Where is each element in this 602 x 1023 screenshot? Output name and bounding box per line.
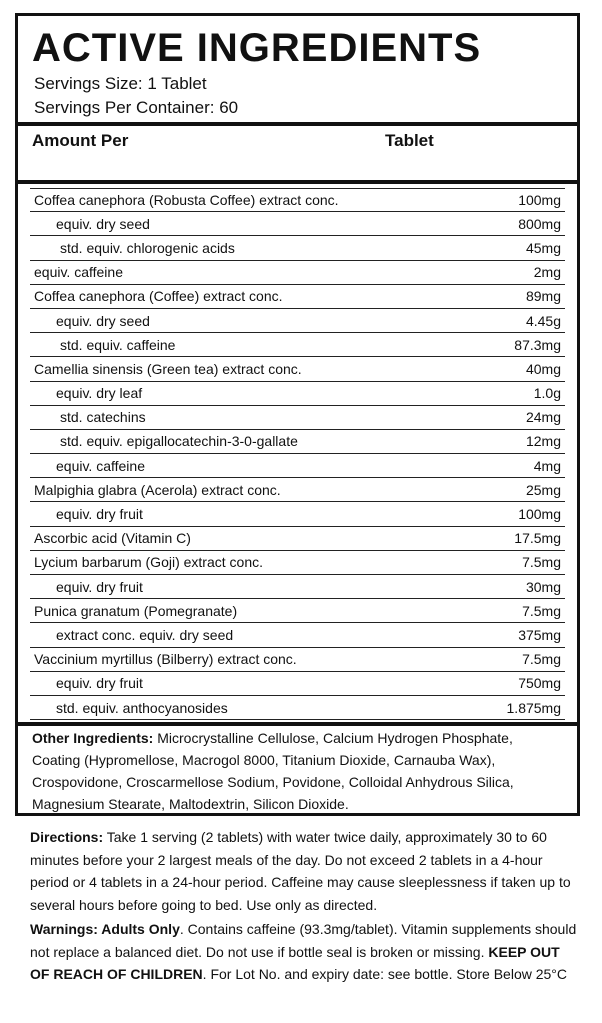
ingredient-amount: 375mg (518, 626, 561, 643)
ingredient-amount: 30mg (525, 578, 561, 595)
ingredient-amount: 4.45g (525, 312, 561, 329)
ingredient-row (30, 454, 565, 478)
ingredient-amount: 24mg (525, 409, 561, 426)
tablet-header: Tablet (385, 131, 434, 150)
ingredient-amount: 4mg (533, 457, 561, 474)
other-ingredients-text: Microcrystalline Cellulose, Calcium Hydrogen Phosphate, Coating (Hypromellose, Macrogol 8000, Titanium Dioxide, Carnauba Wax), Crospovidone, Croscarmellose Sodium, Povidone, Colloidal Anhydrous Silica, Magnesium Stearate, Maltodextrin, Silicon Dioxide. (32, 730, 514, 812)
ingredient-amount: 7.5mg (522, 554, 561, 571)
warnings-text: . Contains caffeine (93.3mg/tablet). Vitamin supplements should not replace a balanced diet. Do not use if bottle seal is broken or missing. (30, 921, 577, 960)
ingredient-amount: 100mg (518, 506, 561, 523)
ingredient-name: equiv. dry seed (56, 215, 150, 232)
ingredient-name: Lycium barbarum (Goji) extract conc. (34, 554, 263, 571)
ingredient-name: equiv. dry fruit (56, 578, 143, 595)
table-top-divider (18, 180, 577, 184)
warnings (30, 918, 578, 986)
ingredient-row (30, 430, 565, 454)
ingredient-row (30, 285, 565, 309)
ingredient-name: equiv. caffeine (34, 264, 123, 281)
ingredient-name: equiv. caffeine (56, 457, 145, 474)
ingredient-name: Vaccinium myrtillus (Bilberry) extract conc. (34, 651, 297, 668)
ingredient-name: equiv. dry leaf (56, 385, 143, 402)
other-ingredients (32, 727, 563, 815)
directions-text: Take 1 serving (2 tablets) with water twice daily, approximately 30 to 60 minutes before your 2 largest meals of the day. Do not exceed 2 tablets in a 4-hour period or 4 tablets in a 24-hour period. Caffeine may cause sleeplessness if taken up to several hours before going to bed. Use only as directed. (30, 829, 571, 913)
ingredient-row (30, 623, 565, 647)
ingredient-amount: 800mg (518, 215, 561, 232)
ingredient-amount: 25mg (525, 481, 561, 498)
ingredient-name: std. equiv. chlorogenic acids (60, 239, 235, 256)
ingredient-name: Malpighia glabra (Acerola) extract conc. (34, 481, 281, 498)
ingredient-name: equiv. dry fruit (56, 675, 143, 692)
ingredient-row (30, 212, 565, 236)
ingredient-amount: 1.875mg (506, 699, 561, 716)
other-ingredients-label: Other Ingredients: (32, 730, 154, 746)
ingredient-amount: 12mg (525, 433, 561, 450)
ingredient-amount: 2mg (533, 264, 561, 281)
directions-label: Directions: (30, 829, 104, 845)
amount-per-header: Amount Per (32, 131, 129, 150)
directions (30, 826, 578, 916)
ingredient-name: std. equiv. caffeine (60, 336, 176, 353)
header-divider (18, 122, 577, 126)
table-bottom-divider (18, 722, 577, 726)
ingredient-row (30, 357, 565, 381)
ingredient-name: Punica granatum (Pomegranate) (34, 602, 238, 619)
ingredient-name: Coffea canephora (Robusta Coffee) extract conc. (34, 192, 339, 209)
ingredient-row (30, 236, 565, 260)
ingredient-amount: 40mg (525, 360, 561, 377)
ingredient-row (30, 478, 565, 502)
ingredient-row (30, 309, 565, 333)
ingredient-row (30, 575, 565, 599)
ingredient-name: equiv. dry fruit (56, 506, 143, 523)
ingredient-amount: 17.5mg (514, 530, 561, 547)
warnings-tail: . For Lot No. and expiry date: see bottle. Store Below 25°C (202, 966, 568, 983)
ingredient-row (30, 672, 565, 696)
ingredient-row (30, 696, 565, 720)
ingredient-amount: 45mg (525, 239, 561, 256)
ingredient-name: Ascorbic acid (Vitamin C) (34, 530, 191, 547)
ingredient-name: Camellia sinensis (Green tea) extract conc. (34, 360, 302, 377)
keep-out-of-reach: KEEP OUT OF REACH OF CHILDREN (30, 943, 560, 983)
ingredient-row (30, 382, 565, 406)
ingredient-amount: 7.5mg (522, 602, 561, 619)
ingredient-amount: 87.3mg (514, 336, 561, 353)
ingredient-amount: 7.5mg (522, 651, 561, 668)
ingredient-name: std. catechins (60, 409, 146, 426)
ingredient-amount: 100mg (518, 192, 561, 209)
ingredient-row (30, 502, 565, 526)
servings-per-container: Servings Per Container: 60 (34, 98, 239, 117)
ingredient-row (30, 261, 565, 285)
ingredient-row (30, 527, 565, 551)
ingredient-amount: 1.0g (533, 385, 561, 402)
ingredient-row (30, 551, 565, 575)
panel-title: ACTIVE INGREDIENTS (32, 26, 482, 70)
ingredient-name: extract conc. equiv. dry seed (56, 626, 234, 643)
ingredient-row (30, 333, 565, 357)
ingredient-row (30, 188, 565, 212)
ingredients-table (30, 188, 565, 720)
ingredient-row (30, 648, 565, 672)
ingredient-row (30, 599, 565, 623)
ingredient-name: std. equiv. epigallocatechin-3-0-gallate (60, 433, 298, 450)
ingredient-name: Coffea canephora (Coffee) extract conc. (34, 288, 283, 305)
ingredient-row (30, 406, 565, 430)
ingredient-name: equiv. dry seed (56, 312, 150, 329)
warnings-label: Warnings: Adults Only (30, 921, 180, 937)
supplement-facts-panel (15, 13, 580, 816)
ingredient-name: std. equiv. anthocyanosides (56, 699, 228, 716)
ingredient-amount: 750mg (518, 675, 561, 692)
servings-size: Servings Size: 1 Tablet (34, 74, 207, 93)
ingredient-amount: 89mg (525, 288, 561, 305)
